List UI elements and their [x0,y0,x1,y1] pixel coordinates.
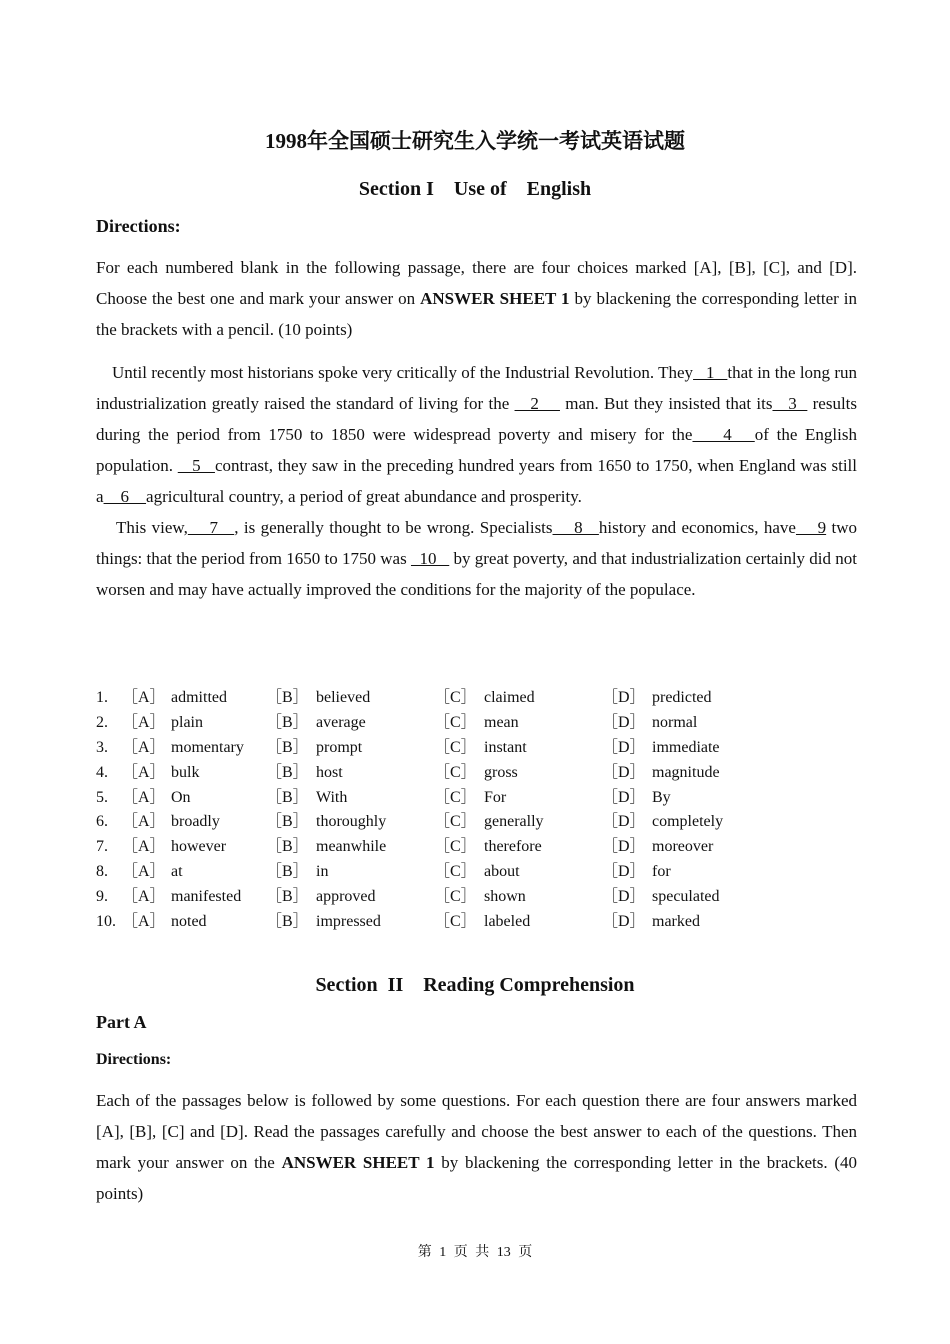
option-row: 3. ［A］ momentary ［B］ prompt ［C］ instant ［D］ immediate [96,738,720,756]
blank-4: 4 [692,425,755,444]
option-row: 1. ［A］ admitted ［B］ believed ［C］ claimed ［D］ predicted [96,689,712,706]
blank-7: 7 [187,518,235,537]
section2-directions-label: Directions: [96,1051,172,1068]
option-row: 7. ［A］ however ［B］ meanwhile ［C］ therefore ［D］ moreover [96,838,714,856]
exam-title: 1998年全国硕士研究生入学统一考试英语试题 [265,129,685,153]
option-row: 5. ［A］ On ［B］ With ［C］ For ［D］ By [96,788,671,806]
blank-6: 6 [103,487,147,506]
option-row: 2. ［A］ plain ［B］ average ［C］ mean ［D］ normal [96,713,698,731]
option-row: 6. ［A］ broadly ［B］ thoroughly ［C］ generally ［D］ completely [96,813,724,831]
page-footer: 第 1 页 共 13 页 [417,1245,533,1260]
section1-directions-label: Directions: [96,216,181,236]
blank-8: 8 [552,518,599,537]
section1-directions: For each numbered blank in the following passage, there are four choices marked [A], [B], [C], and [D]. Choose the best one and mark your answer on ANSWER SHEET 1 by blackening the corresponding letter in the brackets with a pencil. (10 points) [96,258,858,339]
answer-options-table [96,686,857,935]
blank-1: 1 [693,363,728,382]
blank-2: 2 [514,394,560,413]
blank-9: 9 [795,518,827,537]
part-a-label: Part A [96,1012,147,1032]
section1-heading: Section I Use of English [358,178,592,200]
section2-heading: Section II Reading Comprehension [315,974,635,996]
blank-3: 3 [772,394,808,413]
passage-paragraph-1: Until recently most historians spoke very critically of the Industrial Revolution. They 1 that in the long run industrialization greatly raised the standard of living for the 2 man. But they insisted that its 3 results during the period from 1750 to 1850 were widespread poverty and misery for the 4 of the English population. 5 contrast, they saw in the preceding hundred years from 1650 to 1750, when England was still a 6 agricultural country, a period of great abundance and prosperity. [96,363,858,506]
option-row: 9. ［A］ manifested ［B］ approved ［C］ shown ［D］ speculated [96,888,720,906]
option-row: 4. ［A］ bulk ［B］ host ［C］ gross ［D］ magnitude [96,763,720,781]
option-row: 10. ［A］ noted ［B］ impressed ［C］ labeled ［D］ marked [96,913,700,931]
section2-directions: Each of the passages below is followed by some questions. For each question there are four answers marked [A], [B], [C] and [D]. Read the passages carefully and choose the best answer to each of the questions. Then mark your answer on the ANSWER SHEET 1 by blackening the corresponding letter in the brackets. (40 points) [96,1091,857,1203]
option-row: 8. ［A］ at ［B］ in ［C］ about ［D］ for [96,863,671,881]
passage-paragraph-2: This view, 7 , is generally thought to be wrong. Specialists 8 history and economics, have 9 two things: that the period from 1650 to 1750 was 10 by great poverty, and that industrialization certainly did not worsen and may have actually improved the conditions for the majority of the populace. [96,518,858,599]
blank-10: 10 [410,549,450,568]
blank-5: 5 [177,456,215,475]
cloze-passage [96,357,857,605]
